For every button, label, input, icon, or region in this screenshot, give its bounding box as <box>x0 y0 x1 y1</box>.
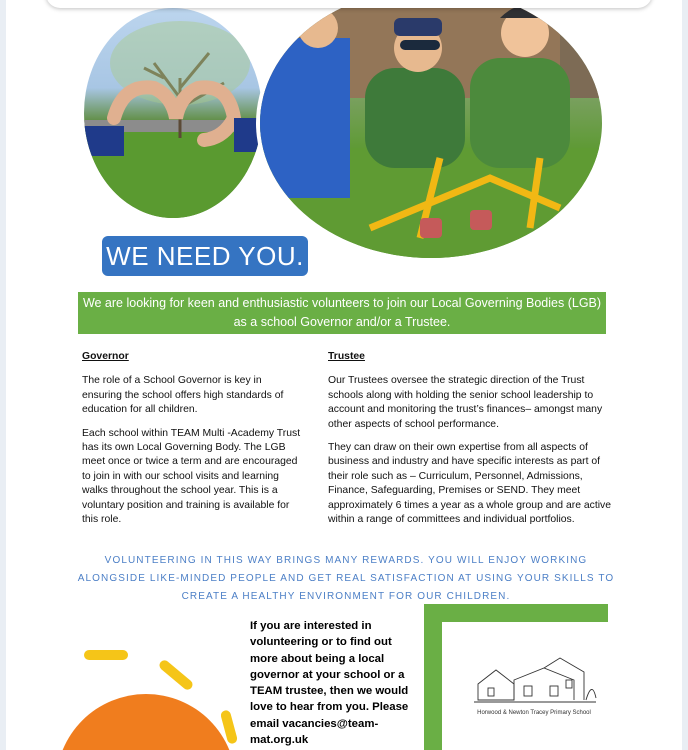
school-building-sketch <box>474 650 598 708</box>
sun-ray-1 <box>84 650 128 660</box>
intro-line-2: as a school Governor and/or a Trustee. <box>233 315 451 329</box>
trustee-column <box>328 350 616 536</box>
top-panel-edge <box>46 0 652 8</box>
governor-para-2: Each school within TEAM Multi -Academy Trust has its own Local Governing Body. The LGB meet once or twice a term and are encouraged to join in with our school visits and learning walks throughout the school year. This is a voluntary position and training is available for this role. <box>82 427 301 526</box>
heart-hands-photo <box>84 8 262 218</box>
volunteer-intro-banner <box>78 292 606 334</box>
intro-line-1: We are looking for keen and enthusiastic volunteers to join our Local Governing Bodies (LGB) <box>82 296 602 310</box>
governor-para-1: The role of a School Governor is key in ensuring the school offers high standards of education for all children. <box>82 375 284 416</box>
governor-column <box>82 350 302 536</box>
school-name-caption: Horwood & Newton Tracey Primary School <box>477 710 591 716</box>
trustee-para-2: They can draw on their own expertise from all aspects of business and industry and have specific interests as part of their role such as – Curriculum, Personnel, Admissions, Finance, Safeguarding, Premises or SEND. They meet approximately 6 times a year as a whole group and are active within a range of committees and individual portfolios. <box>328 442 612 526</box>
trustee-para-1: Our Trustees oversee the strategic direction of the Trust schools along with holding the senior school leadership to account and monitoring the trust’s finances– amongst many other aspects of school performance. <box>328 375 603 430</box>
contact-message: If you are interested in volunteering or to find out more about being a local governor at your school or a TEAM trustee, then we would love to hear from you. Please email vacancies@team-mat.org.uk <box>250 620 409 747</box>
governor-heading: Governor <box>82 351 129 362</box>
children-photo <box>260 0 602 258</box>
sun-ray-2 <box>157 658 194 691</box>
rewards-statement: VOLUNTEERING IN THIS WAY BRINGS MANY REWARDS. YOU WILL ENJOY WORKING ALONGSIDE LIKE-MINDED PEOPLE AND GET REAL SATISFACTION AT USING YOUR SKILLS TO CREATE A HEALTHY ENVIRONMENT FOR OUR CHILDREN. <box>77 555 615 602</box>
sun-graphic <box>56 694 236 750</box>
flyer-page <box>6 0 682 750</box>
trustee-heading: Trustee <box>328 351 365 362</box>
we-need-you-banner: WE NEED YOU. <box>102 236 308 276</box>
